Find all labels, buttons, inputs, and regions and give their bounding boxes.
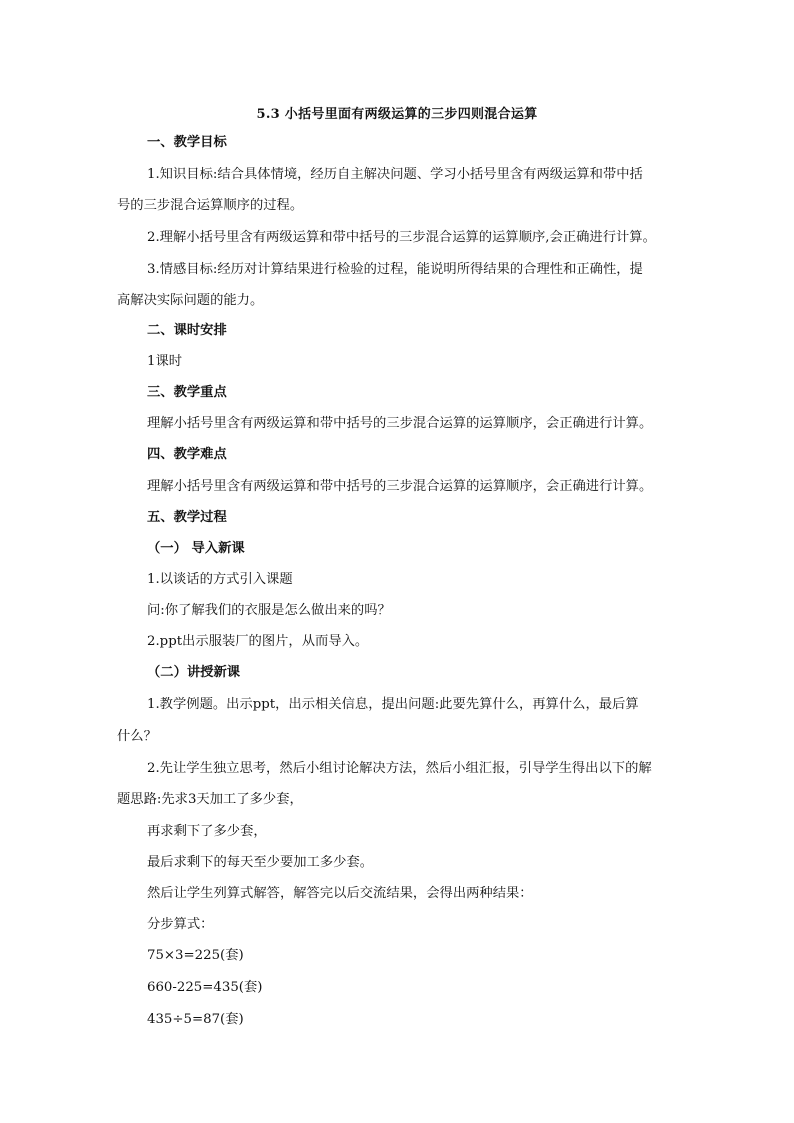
paragraph-line: 什么？ xyxy=(117,729,157,744)
equation-line: 660-225=435(套) xyxy=(147,980,263,995)
paragraph-line: 号的三步混合运算顺序的过程。 xyxy=(117,198,304,213)
paragraph-line: 高解决实际问题的能力。 xyxy=(117,293,264,308)
subheading-introduction: （一） 导入新课 xyxy=(147,541,245,556)
equation-line: 435÷5=87(套) xyxy=(147,1012,244,1027)
paragraph-line: 1.以谈话的方式引入课题 xyxy=(147,572,293,587)
heading-schedule: 二、课时安排 xyxy=(147,323,227,338)
paragraph-line: 2.ppt出示服装厂的图片，从而导入。 xyxy=(147,634,369,649)
paragraph-line: 2.先让学生独立思考，然后小组讨论解决方法，然后小组汇报，引导学生得出以下的解 xyxy=(147,761,652,776)
paragraph-line: 然后让学生列算式解答，解答完以后交流结果，会得出两种结果： xyxy=(147,886,533,901)
heading-teaching-objectives: 一、教学目标 xyxy=(147,135,227,150)
paragraph-line: 理解小括号里含有两级运算和带中括号的三步混合运算的运算顺序，会正确进行计算。 xyxy=(147,416,653,431)
paragraph-line: 1课时 xyxy=(147,354,183,369)
paragraph-line: 最后求剩下的每天至少要加工多少套。 xyxy=(147,855,374,870)
paragraph-line: 1.知识目标:结合具体情境，经历自主解决问题、学习小括号里含有两级运算和带中括 xyxy=(147,167,643,182)
heading-process: 五、教学过程 xyxy=(147,510,227,525)
paragraph-line: 再求剩下了多少套， xyxy=(147,824,267,839)
paragraph-line: 问:你了解我们的衣服是怎么做出来的吗？ xyxy=(147,603,391,618)
subheading-new-lesson: （二）讲授新课 xyxy=(147,665,241,680)
paragraph-line: 理解小括号里含有两级运算和带中括号的三步混合运算的运算顺序，会正确进行计算。 xyxy=(147,479,653,494)
equation-line: 75×3=225(套) xyxy=(147,948,244,963)
paragraph-line: 题思路:先求3天加工了多少套， xyxy=(117,792,303,807)
heading-key-points: 三、教学重点 xyxy=(147,385,227,400)
heading-difficulties: 四、教学难点 xyxy=(147,447,227,462)
paragraph-line: 分步算式： xyxy=(147,917,214,932)
document-title: 5.3 小括号里面有两级运算的三步四则混合运算 xyxy=(256,107,538,122)
paragraph-line: 2.理解小括号里含有两级运算和带中括号的三步混合运算的运算顺序,会正确进行计算。 xyxy=(147,230,656,245)
paragraph-line: 3.情感目标:经历对计算结果进行检验的过程，能说明所得结果的合理性和正确性，提 xyxy=(147,262,643,277)
paragraph-line: 1.教学例题。出示ppt，出示相关信息，提出问题:此要先算什么，再算什么，最后算 xyxy=(147,697,639,712)
